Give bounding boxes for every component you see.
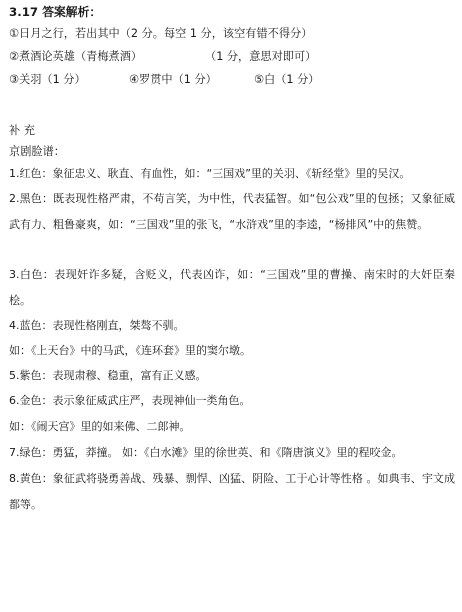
entry-gold: 6.金色：表示象征威武庄严，表现神仙一类角色。 bbox=[9, 394, 251, 407]
answer-line-2-left: ②煮酒论英雄（青梅煮酒） bbox=[9, 50, 143, 63]
section-heading: 3.17 答案解析： bbox=[9, 5, 102, 19]
answer-item-4: ④罗贯中（1 分） bbox=[129, 73, 217, 86]
entry-blue: 4.蓝色：表现性格刚直，桀骜不驯。 bbox=[9, 319, 185, 332]
entry-yellow: 8.黄色：象征武将骁勇善战、残暴、剽悍、凶猛、阴险、工于心计等性格 。如典韦、宇文成都等。 bbox=[9, 472, 455, 511]
answer-line-2-right: （1 分，意思对即可） bbox=[205, 50, 317, 63]
supplement-subtitle: 京剧脸谱： bbox=[9, 145, 65, 158]
entry-blue-example: 如：《上天台》中的马武，《连环套》里的窦尔墩。 bbox=[9, 344, 251, 357]
entry-red: 1.红色：象征忠义、耿直、有血性，如：“三国戏”里的关羽、《斩经堂》里的吴汉。 bbox=[9, 167, 411, 180]
answer-line-1: ①日月之行，若出其中（2 分。每空 1 分，该空有错不得分） bbox=[9, 27, 313, 40]
entry-gold-example: 如：《闹天宫》里的如来佛、二郎神。 bbox=[9, 420, 191, 433]
entry-purple: 5.紫色：表现肃穆、稳重，富有正义感。 bbox=[9, 369, 207, 382]
answer-item-3: ③关羽（1 分） bbox=[9, 73, 86, 86]
entry-white: 3.白色：表现奸诈多疑，含贬义，代表凶诈，如：“三国戏”里的曹操、南宋时的大奸臣秦桧。 bbox=[9, 268, 455, 307]
answer-item-5: ⑤白（1 分） bbox=[254, 73, 320, 86]
entry-green: 7.绿色：勇猛，莽撞。 如：《白水滩》里的徐世英、和《隋唐演义》里的程咬金。 bbox=[9, 446, 403, 459]
entry-black: 2.黑色：既表现性格严肃，不苟言笑，为中性，代表猛智。如“包公戏”里的包拯；又象征威武有力、粗鲁豪爽，如：“三国戏”里的张飞，“水浒戏”里的李逵，“杨排风”中的焦赞。 bbox=[9, 192, 455, 231]
supplement-title: 补 充 bbox=[9, 124, 35, 137]
